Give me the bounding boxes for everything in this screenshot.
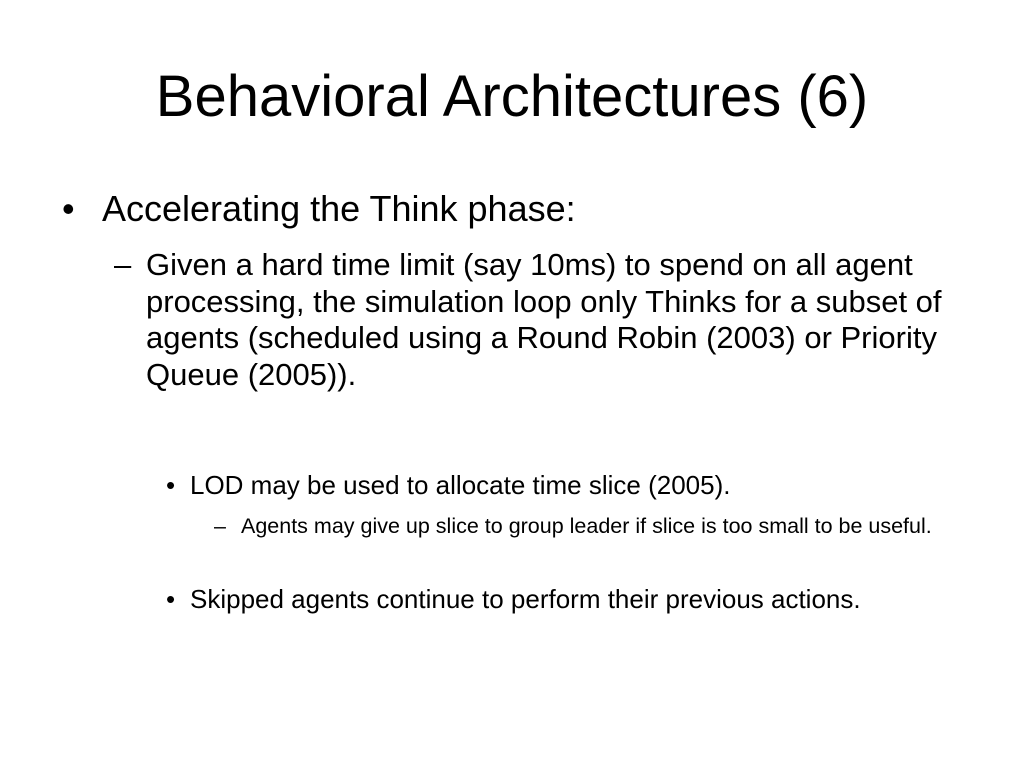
dash-marker: – [214, 514, 226, 538]
bullet-level-3-skipped [166, 583, 956, 615]
bullet-text: Agents may give up slice to group leader if slice is too small to be useful. [241, 514, 932, 538]
bullet-text: Skipped agents continue to perform their previous actions. [190, 584, 861, 614]
bullet-text: Accelerating the Think phase: [102, 188, 576, 229]
bullet-level-3-lod [166, 469, 956, 501]
dash-marker: – [114, 247, 132, 282]
bullet-marker: • [166, 584, 176, 614]
bullet-level-4 [214, 512, 934, 540]
bullet-text: Given a hard time limit (say 10ms) to spend on all agent processing, the simulation loop only Thinks for a subset of agents (scheduled using a Round Robin (2003) or Priority Queue (2005)). [146, 247, 942, 392]
slide-title: Behavioral Architectures (6) [155, 64, 869, 129]
bullet-marker: • [62, 188, 75, 229]
bullet-marker: • [166, 470, 176, 500]
bullet-level-1 [62, 187, 982, 231]
bullet-text: LOD may be used to allocate time slice (2005). [190, 470, 731, 500]
bullet-level-2 [114, 247, 964, 393]
